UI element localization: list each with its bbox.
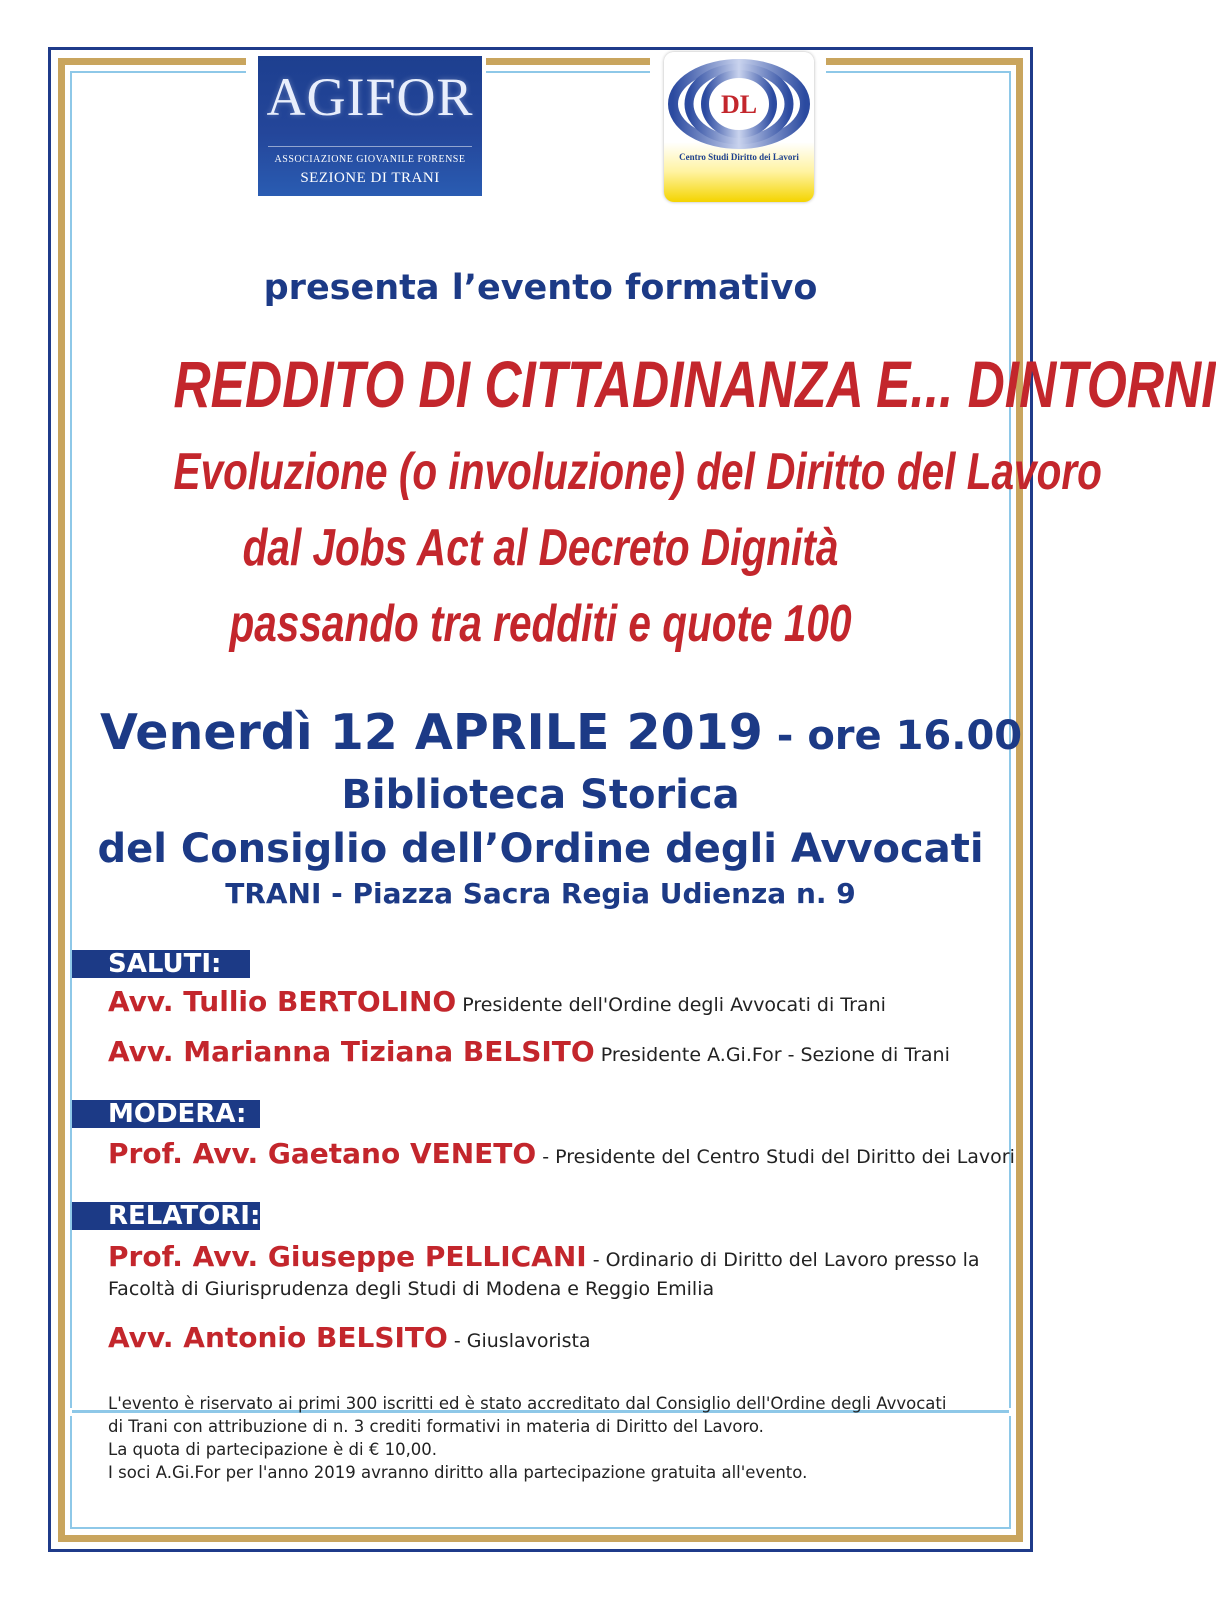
- speaker-name: Avv. Tullio BERTOLINO: [108, 985, 457, 1018]
- speaker-entry: [108, 1321, 591, 1354]
- footer-notes: [108, 1392, 988, 1484]
- speaker-entry: [108, 1240, 980, 1273]
- footer-line: L'evento è riservato ai primi 300 iscritti ed è stato accreditato dal Consiglio dell'Ordine degli Avvocati: [108, 1394, 947, 1413]
- event-date: Venerdì 12 APRILE 2019: [100, 704, 763, 761]
- event-subtitle-line: passando tra redditi e quote 100: [229, 595, 852, 653]
- section-label-saluti: SALUTI:: [72, 950, 250, 978]
- speaker-role: - Giuslavorista: [447, 1330, 591, 1352]
- event-datetime: [100, 704, 1023, 761]
- csdl-logo: [664, 52, 814, 202]
- speaker-role: - Presidente del Centro Studi del Diritto dei Lavori: [536, 1146, 1015, 1168]
- speaker-role: - Ordinario di Diritto del Lavoro presso la: [586, 1249, 980, 1271]
- event-subtitle-line: Evoluzione (o involuzione) del Diritto del Lavoro: [173, 443, 1102, 501]
- speaker-name: Avv. Antonio BELSITO: [108, 1321, 448, 1354]
- speaker-role: Presidente A.Gi.For - Sezione di Trani: [594, 1044, 950, 1066]
- speaker-entry: [108, 1137, 1015, 1170]
- agifor-logo: [258, 56, 482, 196]
- speaker-role-continued: Facoltà di Giurisprudenza degli Studi di Modena e Reggio Emilia: [108, 1278, 715, 1300]
- agifor-logo-rule: [268, 146, 472, 147]
- section-label-relatori: RELATORI:: [72, 1202, 260, 1230]
- event-subtitle-line: dal Jobs Act al Decreto Dignità: [242, 519, 839, 577]
- speaker-entry: [108, 1035, 950, 1068]
- speaker-name: Avv. Marianna Tiziana BELSITO: [108, 1035, 595, 1068]
- csdl-emblem-icon: [670, 58, 808, 148]
- speaker-name: Prof. Avv. Gaetano VENETO: [108, 1137, 537, 1170]
- venue-name: Biblioteca Storica: [341, 772, 740, 818]
- agifor-logo-section: SEZIONE DI TRANI: [300, 170, 440, 186]
- intro-text: presenta l’evento formativo: [263, 268, 818, 308]
- footer-line: di Trani con attribuzione di n. 3 crediti formativi in materia di Diritto del Lavoro.: [108, 1417, 764, 1436]
- venue-address: TRANI - Piazza Sacra Regia Udienza n. 9: [225, 877, 856, 910]
- speaker-entry: [108, 985, 886, 1018]
- agifor-logo-title: AGIFOR: [266, 67, 474, 127]
- venue-organization: del Consiglio dell’Ordine degli Avvocati: [97, 826, 984, 872]
- event-title: REDDITO DI CITTADINANZA E... DINTORNI: [173, 347, 1216, 421]
- event-time: - ore 16.00: [762, 713, 1023, 759]
- footer-line: La quota di partecipazione è di € 10,00.: [108, 1440, 438, 1459]
- agifor-logo-subtitle: ASSOCIAZIONE GIOVANILE FORENSE: [274, 154, 466, 165]
- speaker-name: Prof. Avv. Giuseppe PELLICANI: [108, 1240, 587, 1273]
- csdl-logo-caption: Centro Studi Diritto dei Lavori: [679, 152, 799, 162]
- section-label-modera: MODERA:: [72, 1100, 260, 1128]
- svg-text:DL: DL: [720, 90, 758, 119]
- speaker-role: Presidente dell'Ordine degli Avvocati di Trani: [456, 994, 886, 1016]
- footer-line: I soci A.Gi.For per l'anno 2019 avranno diritto alla partecipazione gratuita all'evento.: [108, 1463, 808, 1482]
